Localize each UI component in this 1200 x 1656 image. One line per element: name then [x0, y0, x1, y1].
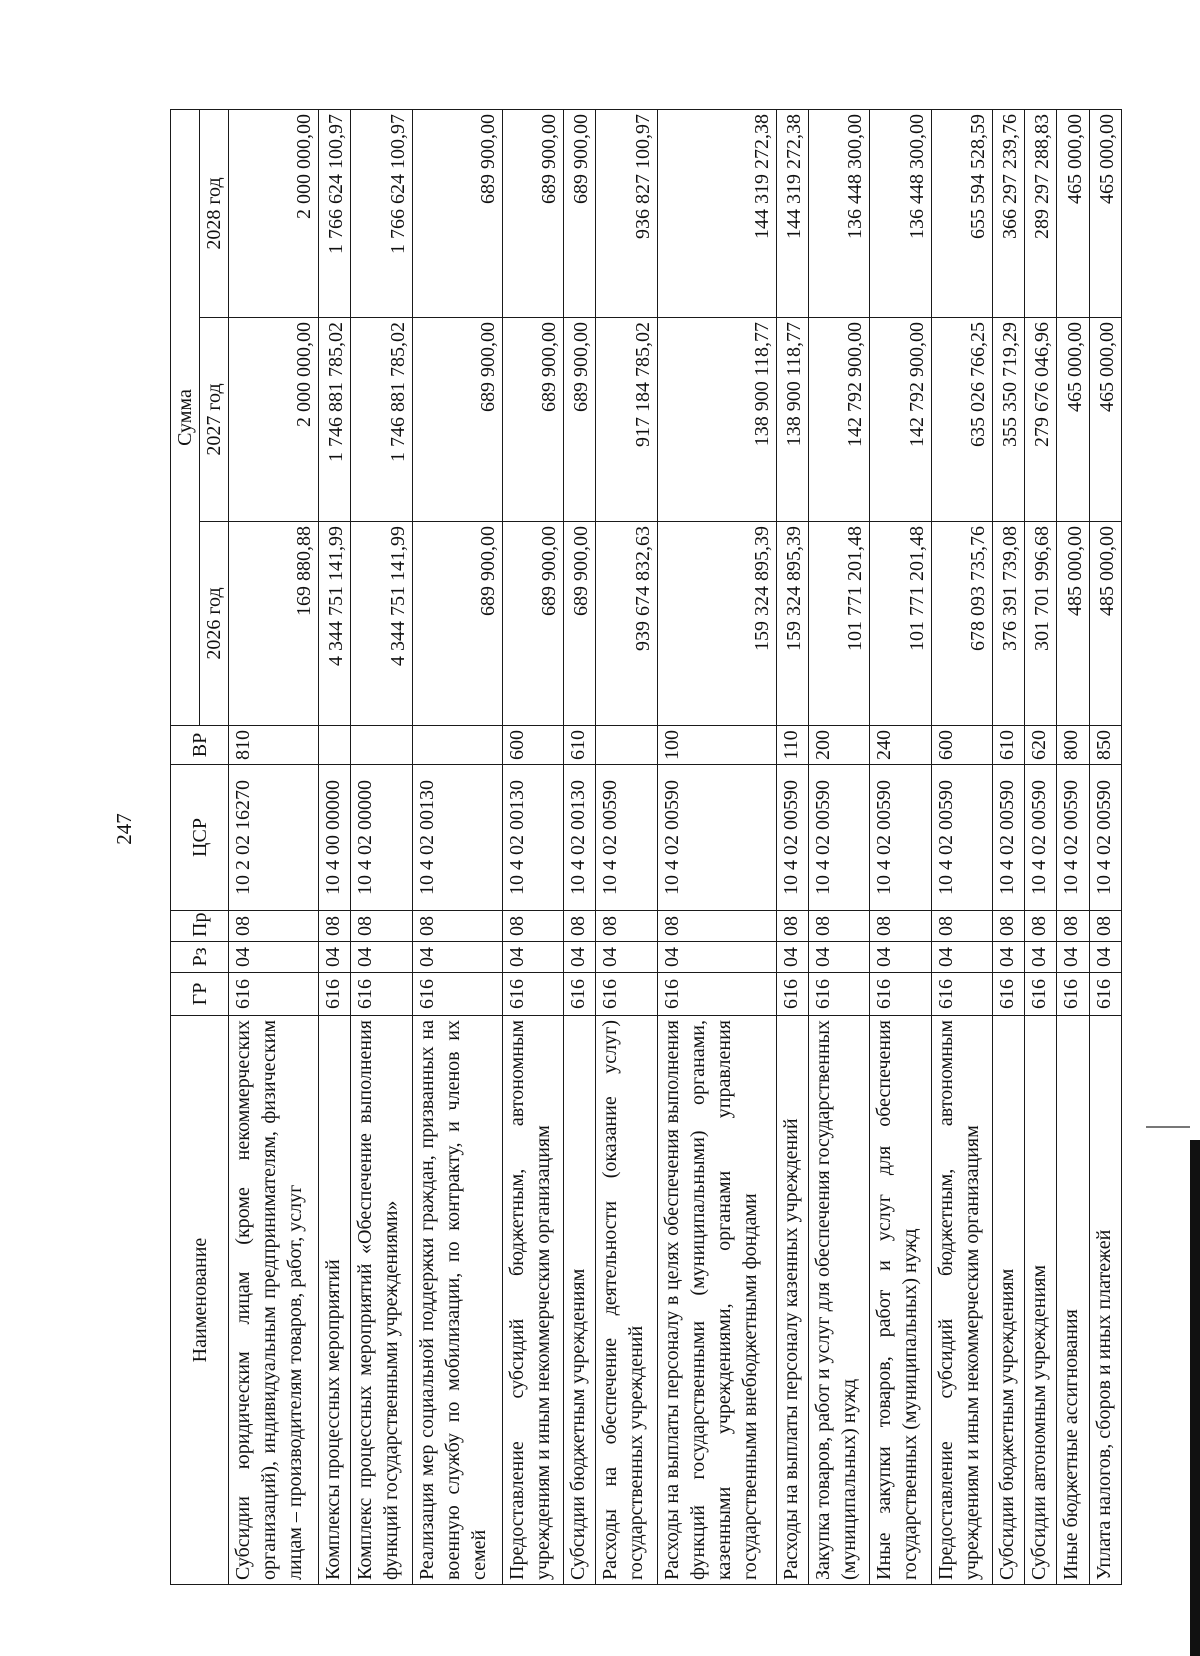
- row-name: Субсидии юридическим лицам (кроме некоммерческих организаций), индивидуальным предпринимателям, физическим лицам – производителям товаров, работ, услуг: [229, 1016, 319, 1585]
- row-sum-2026: 485 000,00: [1089, 522, 1121, 726]
- row-rz: 04: [564, 942, 596, 973]
- row-gr: 616: [931, 973, 992, 1016]
- header-csr: ЦСР: [171, 765, 229, 911]
- row-pr: 08: [870, 911, 931, 942]
- row-vr: [596, 726, 657, 765]
- row-pr: 08: [351, 911, 412, 942]
- row-vr: 620: [1025, 726, 1057, 765]
- table-row: [412, 109, 502, 1584]
- row-name: Закупка товаров, работ и услуг для обеспечения государственных (муниципальных) нужд: [809, 1016, 870, 1585]
- header-rz: Рз: [171, 942, 229, 973]
- header-2028: 2028 год: [200, 109, 229, 317]
- row-sum-2028: 144 319 272,38: [776, 109, 808, 317]
- row-pr: 08: [809, 911, 870, 942]
- row-sum-2028: 655 594 528,59: [931, 109, 992, 317]
- row-sum-2028: 465 000,00: [1057, 109, 1089, 317]
- scan-artifact-edge: [1190, 1140, 1200, 1656]
- table-row: [657, 109, 776, 1584]
- row-name: Реализация мер социальной поддержки граждан, призванных на военную службу по мобилизации, по контракту, и членов их семей: [412, 1016, 502, 1585]
- row-csr: 10 4 02 00590: [1089, 765, 1121, 911]
- row-gr: 616: [596, 973, 657, 1016]
- row-sum-2028: 136 448 300,00: [870, 109, 931, 317]
- row-sum-2027: 689 900,00: [564, 318, 596, 522]
- header-name: Наименование: [171, 1016, 229, 1585]
- row-vr: 600: [931, 726, 992, 765]
- row-rz: 04: [776, 942, 808, 973]
- table-row: [319, 109, 351, 1584]
- row-rz: 04: [1057, 942, 1089, 973]
- row-gr: 616: [564, 973, 596, 1016]
- row-csr: 10 4 02 00130: [564, 765, 596, 911]
- row-rz: 04: [657, 942, 776, 973]
- row-sum-2027: 138 900 118,77: [776, 318, 808, 522]
- row-rz: 04: [992, 942, 1024, 973]
- row-sum-2027: 138 900 118,77: [657, 318, 776, 522]
- row-gr: 616: [809, 973, 870, 1016]
- row-sum-2026: 689 900,00: [564, 522, 596, 726]
- row-name: Комплексы процессных мероприятий: [319, 1016, 351, 1585]
- row-csr: 10 4 02 00590: [1025, 765, 1057, 911]
- row-vr: 200: [809, 726, 870, 765]
- row-sum-2027: 1 746 881 785,02: [351, 318, 412, 522]
- row-vr: [412, 726, 502, 765]
- row-vr: 100: [657, 726, 776, 765]
- row-vr: 600: [502, 726, 563, 765]
- rotated-table-container: [170, 110, 1122, 1585]
- table-row: [992, 109, 1024, 1584]
- row-pr: 08: [319, 911, 351, 942]
- table-row: [809, 109, 870, 1584]
- row-name: Иные бюджетные ассигнования: [1057, 1016, 1089, 1585]
- row-rz: 04: [502, 942, 563, 973]
- row-name: Субсидии автономным учреждениям: [1025, 1016, 1057, 1585]
- row-name: Комплекс процессных мероприятий «Обеспечение выполнения функций государственными учреждениями»: [351, 1016, 412, 1585]
- row-name: Субсидии бюджетным учреждениям: [564, 1016, 596, 1585]
- row-sum-2027: 465 000,00: [1057, 318, 1089, 522]
- row-csr: 10 4 02 00590: [657, 765, 776, 911]
- row-sum-2028: 144 319 272,38: [657, 109, 776, 317]
- row-sum-2026: 4 344 751 141,99: [351, 522, 412, 726]
- row-vr: 240: [870, 726, 931, 765]
- row-vr: 110: [776, 726, 808, 765]
- row-pr: 08: [1057, 911, 1089, 942]
- row-name: Расходы на обеспечение деятельности (оказание услуг) государственных учреждений: [596, 1016, 657, 1585]
- table-row: [596, 109, 657, 1584]
- table-row: [564, 109, 596, 1584]
- header-gr: ГР: [171, 973, 229, 1016]
- row-sum-2028: 366 297 239,76: [992, 109, 1024, 317]
- scan-artifact-line: [1146, 1126, 1190, 1128]
- row-pr: 08: [776, 911, 808, 942]
- row-sum-2027: 2 000 000,00: [229, 318, 319, 522]
- row-csr: 10 4 02 00590: [931, 765, 992, 911]
- table-row: [776, 109, 808, 1584]
- row-rz: 04: [809, 942, 870, 973]
- row-sum-2026: 159 324 895,39: [776, 522, 808, 726]
- row-pr: 08: [1089, 911, 1121, 942]
- header-2027: 2027 год: [200, 318, 229, 522]
- row-sum-2026: 376 391 739,08: [992, 522, 1024, 726]
- table-row: [351, 109, 412, 1584]
- row-csr: 10 4 02 00590: [809, 765, 870, 911]
- row-csr: 10 4 02 00130: [412, 765, 502, 911]
- row-csr: 10 4 02 00590: [992, 765, 1024, 911]
- row-sum-2026: 485 000,00: [1057, 522, 1089, 726]
- row-pr: 08: [229, 911, 319, 942]
- row-gr: 616: [502, 973, 563, 1016]
- row-sum-2026: 169 880,88: [229, 522, 319, 726]
- row-name: Предоставление субсидий бюджетным, автономным учреждениям и иным некоммерческим организациям: [502, 1016, 563, 1585]
- table-row: [1089, 109, 1121, 1584]
- row-sum-2028: 2 000 000,00: [229, 109, 319, 317]
- row-csr: 10 4 00 00000: [319, 765, 351, 911]
- row-sum-2026: 301 701 996,68: [1025, 522, 1057, 726]
- row-pr: 08: [502, 911, 563, 942]
- row-sum-2027: 465 000,00: [1089, 318, 1121, 522]
- row-sum-2027: 689 900,00: [412, 318, 502, 522]
- row-pr: 08: [1025, 911, 1057, 942]
- header-vr: ВР: [171, 726, 229, 765]
- row-name: Иные закупки товаров, работ и услуг для обеспечения государственных (муниципальных) нужд: [870, 1016, 931, 1585]
- row-gr: 616: [992, 973, 1024, 1016]
- row-csr: 10 4 02 00590: [870, 765, 931, 911]
- header-sum: Сумма: [171, 109, 200, 725]
- row-vr: 810: [229, 726, 319, 765]
- row-sum-2026: 678 093 735,76: [931, 522, 992, 726]
- budget-table: [170, 109, 1122, 1585]
- row-sum-2026: 101 771 201,48: [809, 522, 870, 726]
- row-vr: [319, 726, 351, 765]
- header-pr: Пр: [171, 911, 229, 942]
- row-vr: [351, 726, 412, 765]
- row-sum-2028: 689 900,00: [564, 109, 596, 317]
- row-gr: 616: [1057, 973, 1089, 1016]
- row-gr: 616: [1089, 973, 1121, 1016]
- row-pr: 08: [412, 911, 502, 942]
- row-gr: 616: [776, 973, 808, 1016]
- row-sum-2027: 1 746 881 785,02: [319, 318, 351, 522]
- row-vr: 610: [992, 726, 1024, 765]
- row-sum-2028: 136 448 300,00: [809, 109, 870, 317]
- row-sum-2028: 936 827 100,97: [596, 109, 657, 317]
- row-csr: 10 4 02 00590: [776, 765, 808, 911]
- row-name: Субсидии бюджетным учреждениям: [992, 1016, 1024, 1585]
- table-row: [1025, 109, 1057, 1584]
- row-sum-2027: 142 792 900,00: [809, 318, 870, 522]
- row-rz: 04: [319, 942, 351, 973]
- row-csr: 10 2 02 16270: [229, 765, 319, 911]
- row-gr: 616: [351, 973, 412, 1016]
- row-sum-2028: 1 766 624 100,97: [319, 109, 351, 317]
- row-csr: 10 4 02 00590: [596, 765, 657, 911]
- table-row: [931, 109, 992, 1584]
- row-sum-2026: 4 344 751 141,99: [319, 522, 351, 726]
- row-rz: 04: [596, 942, 657, 973]
- row-sum-2026: 159 324 895,39: [657, 522, 776, 726]
- table-row: [1057, 109, 1089, 1584]
- row-name: Расходы на выплаты персоналу казенных учреждений: [776, 1016, 808, 1585]
- row-rz: 04: [1025, 942, 1057, 973]
- row-csr: 10 4 02 00000: [351, 765, 412, 911]
- table-body: [229, 109, 1122, 1584]
- row-sum-2028: 289 297 288,83: [1025, 109, 1057, 317]
- row-gr: 616: [229, 973, 319, 1016]
- row-vr: 800: [1057, 726, 1089, 765]
- row-vr: 850: [1089, 726, 1121, 765]
- row-sum-2028: 689 900,00: [502, 109, 563, 317]
- row-rz: 04: [1089, 942, 1121, 973]
- row-vr: 610: [564, 726, 596, 765]
- row-name: Расходы на выплаты персоналу в целях обеспечения выполнения функций государственными (муниципальными) органами, казенными учреждениями, органами управления государственными внебюджетными фондами: [657, 1016, 776, 1585]
- row-pr: 08: [657, 911, 776, 942]
- row-rz: 04: [229, 942, 319, 973]
- row-gr: 616: [412, 973, 502, 1016]
- row-gr: 616: [657, 973, 776, 1016]
- row-sum-2027: 635 026 766,25: [931, 318, 992, 522]
- row-sum-2026: 939 674 832,63: [596, 522, 657, 726]
- row-csr: 10 4 02 00130: [502, 765, 563, 911]
- row-name: Предоставление субсидий бюджетным, автономным учреждениям и иным некоммерческим организациям: [931, 1016, 992, 1585]
- row-sum-2026: 689 900,00: [502, 522, 563, 726]
- table-row: [502, 109, 563, 1584]
- table-row: [870, 109, 931, 1584]
- row-pr: 08: [992, 911, 1024, 942]
- row-sum-2028: 1 766 624 100,97: [351, 109, 412, 317]
- row-name: Уплата налогов, сборов и иных платежей: [1089, 1016, 1121, 1585]
- row-pr: 08: [564, 911, 596, 942]
- row-sum-2026: 101 771 201,48: [870, 522, 931, 726]
- row-rz: 04: [351, 942, 412, 973]
- row-rz: 04: [870, 942, 931, 973]
- row-sum-2027: 279 676 046,96: [1025, 318, 1057, 522]
- page-number: 247: [112, 813, 136, 845]
- row-rz: 04: [412, 942, 502, 973]
- row-csr: 10 4 02 00590: [1057, 765, 1089, 911]
- row-sum-2026: 689 900,00: [412, 522, 502, 726]
- row-sum-2028: 689 900,00: [412, 109, 502, 317]
- header-2026: 2026 год: [200, 522, 229, 726]
- row-sum-2027: 355 350 719,29: [992, 318, 1024, 522]
- row-pr: 08: [931, 911, 992, 942]
- row-pr: 08: [596, 911, 657, 942]
- row-gr: 616: [870, 973, 931, 1016]
- row-sum-2028: 465 000,00: [1089, 109, 1121, 317]
- row-sum-2027: 917 184 785,02: [596, 318, 657, 522]
- table-row: [229, 109, 319, 1584]
- row-sum-2027: 142 792 900,00: [870, 318, 931, 522]
- row-rz: 04: [931, 942, 992, 973]
- row-sum-2027: 689 900,00: [502, 318, 563, 522]
- row-gr: 616: [319, 973, 351, 1016]
- row-gr: 616: [1025, 973, 1057, 1016]
